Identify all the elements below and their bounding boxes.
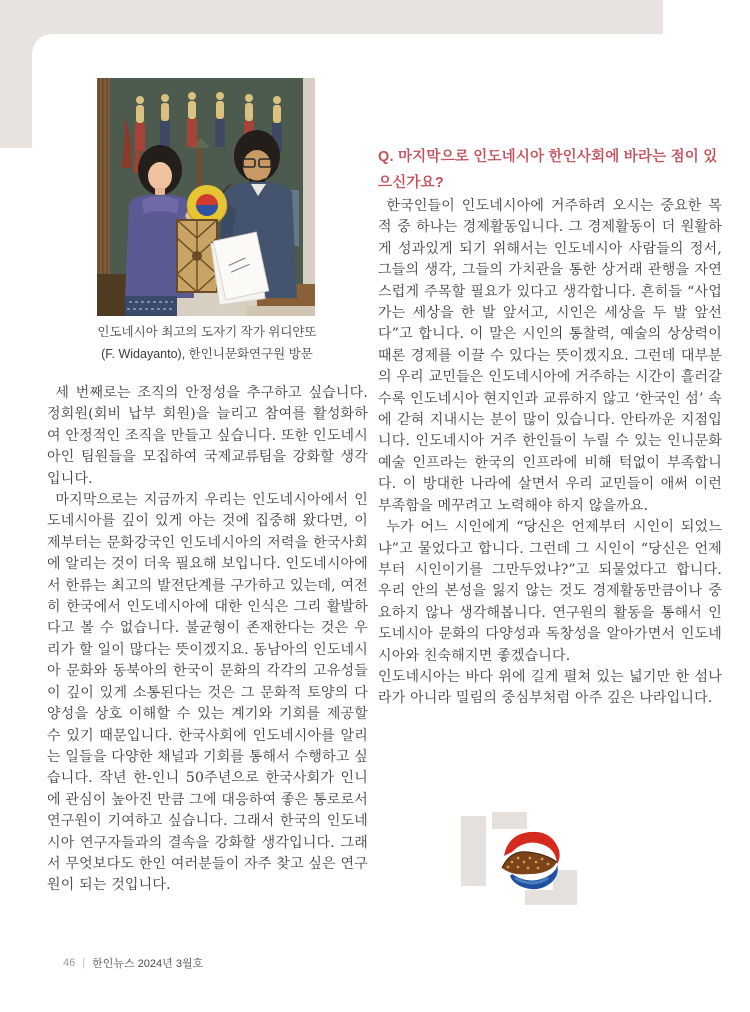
photo-caption [87, 321, 327, 365]
issue-title: 한인뉴스 2024년 3월호 [92, 958, 204, 970]
right-column [378, 144, 722, 710]
photo-batik-box [177, 220, 217, 292]
logo-block-bottom [525, 890, 577, 905]
footer-separator: | [82, 957, 86, 969]
question-heading [378, 144, 722, 196]
photo-caption-line2: (F. Widayanto), 한인니문화연구원 방문 [101, 347, 313, 361]
photo-caption-line1: 인도네시아 최고의 도자기 작가 위디얀또 [97, 325, 317, 339]
institute-logo [460, 812, 580, 907]
question-label: Q. [378, 149, 394, 165]
page-number: 46 [63, 957, 76, 969]
logo-emblem [502, 832, 560, 889]
logo-block-top [492, 812, 527, 829]
visit-photo [97, 78, 315, 316]
logo-block-left [461, 816, 486, 886]
photo-frame [97, 78, 110, 296]
paragraph: 세 번째로는 조직의 안정성을 추구하고 싶습니다. 정회원(회비 납부 회원)을 늘리고 참여를 활성화하여 안정적인 조직을 만들고 싶습니다. 또한 인도네시아인 팀원들을 모집하여 국제교류팀을 강화할 생각입니다. [47, 385, 368, 487]
page-footer [63, 955, 203, 971]
photo-shelf [97, 274, 127, 316]
question-text: 마지막으로 인도네시아 한인사회에 바라는 점이 있으신가요? [378, 149, 718, 191]
paragraph: 인도네시아는 바다 위에 길게 펼쳐 있는 넓기만 한 섬나라가 아니라 밀림의 중심부처럼 아주 깊은 나라입니다. [378, 668, 722, 707]
paragraph: 마지막으로는 지금까지 우리는 인도네시아에서 인도네시아를 깊이 있게 아는 것에 집중해 왔다면, 이제부터는 문화강국인 인도네시아의 저력을 한국사회에 알리는 것이 더욱 필요해 보입니다. 인도네시아에서 한류는 최고의 발전단계를 구가하고 있는데, 여전히 한국에서 인도네시아에 대한 인식은 그리 활발하다고 볼 수 없습니다. 불균형이 존재한다는 것은 우리가 할 일이 많다는 뜻이겠지요. 동남아의 인도네시아 문화와 동북아의 한국이 문화의 각각의 고유성들이 깊이 있게 소통된다는 것은 그 문화적 토양의 다양성을 상호 이해할 수 있는 계기와 기회를 제공할 수 있기 때문입니다. 한국사회에 인도네시아를 알리는 일들을 다양한 채널과 기회를 통해서 수행하고 싶습니다. 작년 한-인니 50주년으로 한국사회가 인니에 관심이 높아진 만큼 그에 대응하여 좋은 통로로서 연구원이 기여하고 싶습니다. 그래서 한국의 인도네시아 연구자들과의 결속을 강화할 생각입니다. 그래서 무엇보다도 한인 여러분들이 자주 찾고 싶은 연구원이 되는 것입니다. [47, 492, 368, 894]
paragraph: 한국인들이 인도네시아에 거주하려 오시는 중요한 목적 중 하나는 경제활동입니다. 그 경제활동이 더 원활하게 성과있게 되기 위해서는 인도네시아 사람들의 정서, 그들의 생각, 그들의 가치관을 통한 상거래 관행을 자연스럽게 주목할 필요가 있다고 생각합니다. 흔히들 “사업가는 세상을 한 발 앞서고, 시인은 세상을 두 발 앞선다”고 합니다. 이 말은 시인의 통찰력, 예술의 상상력이 때론 경제를 이끌 수 있다는 뜻이겠지요. 그런데 대부분의 우리 교민들은 인도네시아에 거주하는 시간이 흘러갈수록 인도네시아 현지인과 교류하지 않고 ‘한국인 섬’ 속에 갇혀 지내시는 분이 많이 있습니다. 안타까운 지점입니다. 인도네시아 거주 한인들이 누릴 수 있는 인니문화예술 인프라는 한국의 인프라에 비해 턱없이 부족합니다. 이 방대한 나라에 살면서 우리 교민들이 애써 이런 부족함을 메꾸려고 노력해야 하지 않을까요. [378, 198, 722, 514]
left-column [47, 383, 368, 897]
paragraph: 누가 어느 시인에게 “당신은 언제부터 시인이 되었느냐”고 물었다고 합니다. 그런데 그 시인이 “당신은 언제부터 시인이기를 그만두었냐?”고 되물었다고 합니다. 우리 안의 본성을 잃지 않는 것도 경제활동만큼이나 중요하지 않나 생각해봅니다. 연구원의 활동을 통해서 인도네시아 문화의 다양성과 독창성을 알아가면서 인도네시아와 친숙해지면 좋겠습니다. [378, 519, 722, 664]
